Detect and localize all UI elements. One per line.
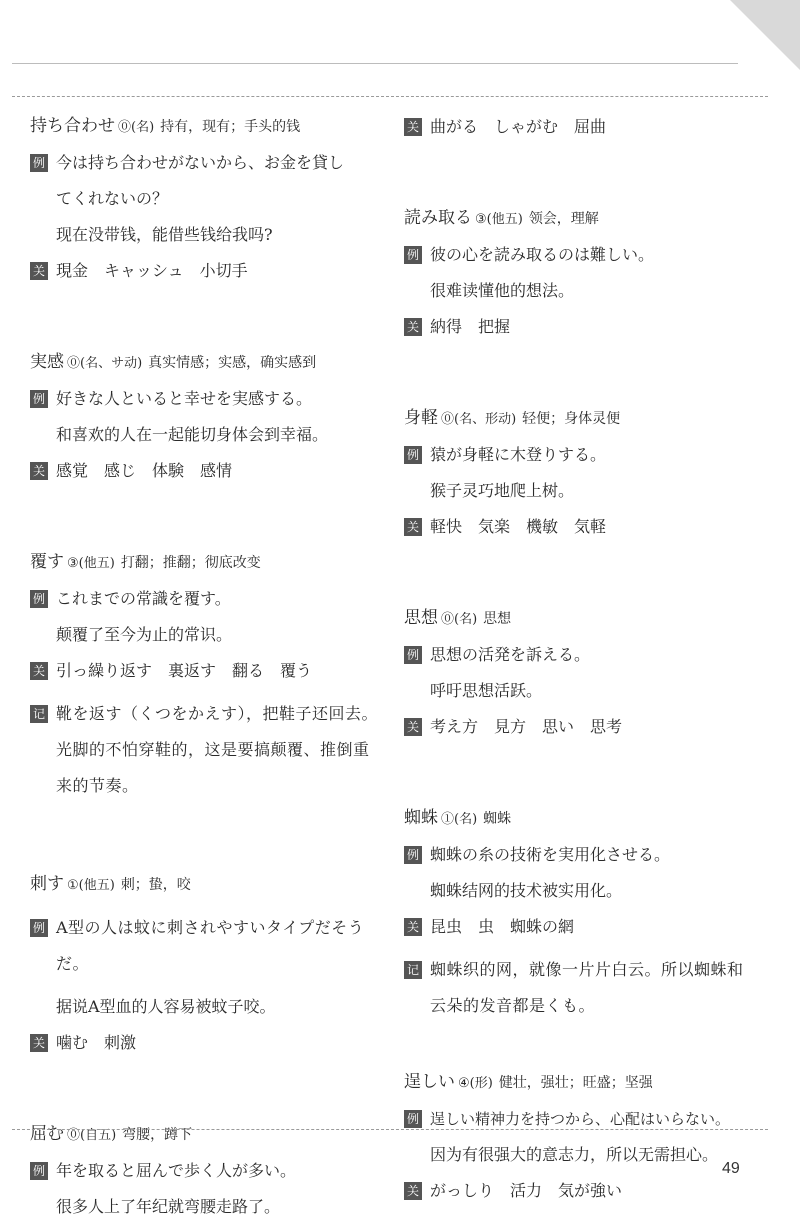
- related-words: 現金 キャッシュ 小切手: [56, 261, 248, 280]
- example-sentence: 彼の心を読み取るのは難しい。: [430, 245, 655, 264]
- entry-kagamu: [30, 1106, 380, 1218]
- example-sentence: 蜘蛛の糸の技術を実用化させる。: [430, 845, 671, 864]
- part-of-speech: ⓪(名、形动): [441, 412, 517, 427]
- example-tag: 例: [404, 446, 422, 464]
- meaning: 持有，现有；手头的钱: [160, 119, 301, 135]
- example-sentence: 逞しい精神力を持つから、心配はいらない。: [430, 1110, 731, 1128]
- meaning: 领会，理解: [528, 211, 599, 227]
- example-tag: 例: [30, 390, 48, 408]
- related-tag: 关: [404, 318, 422, 336]
- related-words: 曲がる しゃがむ 屈曲: [430, 117, 607, 136]
- headword: 読み取る: [404, 208, 472, 228]
- entry-migaru: [404, 390, 754, 538]
- header-rule: [12, 63, 738, 64]
- translation: 很多人上了年纪就弯腰走路了。: [56, 1197, 281, 1216]
- entry-shisou: [404, 590, 754, 738]
- example-tag: 例: [30, 919, 48, 937]
- headword: 刺す: [30, 874, 64, 894]
- example-sentence: 好きな人といると幸せを実感する。: [56, 389, 313, 408]
- bottom-dashed-divider: [12, 1129, 768, 1130]
- example-tag: 例: [404, 1110, 422, 1128]
- headword: 逞しい: [404, 1072, 455, 1092]
- related-tag: 关: [404, 118, 422, 136]
- entry-jikkan: [30, 334, 380, 482]
- note-text: 靴を返す（くつをかえす），把鞋子还回去。光脚的不怕穿鞋的，这是要搞颠覆、推倒重来的节奏。: [56, 704, 379, 795]
- part-of-speech: ④(形): [458, 1076, 493, 1091]
- example-tag: 例: [404, 246, 422, 264]
- translation: 颠覆了至今为止的常识。: [56, 625, 233, 644]
- meaning: 打翻；推翻；彻底改变: [120, 555, 261, 571]
- headword: 身軽: [404, 408, 438, 428]
- related-words: 噛む 刺激: [56, 1033, 137, 1052]
- meaning: 蜘蛛: [483, 811, 512, 827]
- related-tag: 关: [30, 462, 48, 480]
- translation: 据说A型血的人容易被蚊子咬。: [56, 997, 276, 1016]
- meaning: 真实情感；实感，确实感到: [148, 355, 317, 371]
- top-dashed-divider: [12, 96, 768, 97]
- entry-yomitoru: [404, 190, 754, 338]
- part-of-speech: ⓪(名、サ动): [67, 356, 143, 371]
- translation: 呼吁思想活跃。: [430, 681, 543, 700]
- part-of-speech: ①(名): [441, 812, 478, 827]
- note-tag: 记: [30, 705, 48, 723]
- entry-takumashii: [404, 1054, 754, 1202]
- example-tag: 例: [404, 646, 422, 664]
- translation: 很难读懂他的想法。: [430, 281, 575, 300]
- related-words: 引っ繰り返す 裏返す 翻る 覆う: [56, 661, 313, 680]
- example-tag: 例: [30, 590, 48, 608]
- example-sentence: A型の人は蚊に刺されやすいタイプだそうだ。: [56, 918, 365, 973]
- meaning: 健壮，强壮；旺盛；坚强: [498, 1075, 653, 1091]
- related-words: 昆虫 虫 蜘蛛の網: [430, 917, 575, 936]
- translation: 因为有很强大的意志力，所以无需担心。: [430, 1145, 719, 1164]
- translation: 和喜欢的人在一起能切身体会到幸福。: [56, 425, 329, 444]
- translation: 现在没带钱，能借些钱给我吗?: [56, 225, 273, 244]
- headword: 実感: [30, 352, 64, 372]
- related-tag: 关: [404, 918, 422, 936]
- part-of-speech: ⓪(名): [118, 120, 155, 135]
- example-sentence: これまでの常識を覆す。: [56, 589, 231, 608]
- translation: 蜘蛛结网的技术被实用化。: [430, 881, 623, 900]
- related-tag: 关: [404, 718, 422, 736]
- example-sentence: 猿が身軽に木登りする。: [430, 445, 607, 464]
- part-of-speech: ③(他五): [475, 212, 523, 227]
- example-sentence: 思想の活発を訴える。: [430, 645, 591, 664]
- headword: 屈む: [30, 1124, 64, 1144]
- example-sentence: 今は持ち合わせがないから、お金を貸し: [56, 153, 345, 172]
- headword: 思想: [404, 608, 438, 628]
- page-number: 49: [722, 1160, 740, 1177]
- headword: 覆す: [30, 552, 64, 572]
- related-words: 軽快 気楽 機敏 気軽: [430, 517, 607, 536]
- page-corner-fold: [730, 0, 800, 70]
- related-words: 納得 把握: [430, 317, 511, 336]
- translation: 猴子灵巧地爬上树。: [430, 481, 575, 500]
- entry-kumo: [404, 790, 754, 1024]
- note-tag: 记: [404, 961, 422, 979]
- meaning: 弯腰，蹲下: [122, 1127, 193, 1143]
- entry-kagamu-related: [404, 108, 754, 138]
- example-tag: 例: [30, 1162, 48, 1180]
- related-tag: 关: [30, 1034, 48, 1052]
- part-of-speech: ⓪(自五): [67, 1128, 117, 1143]
- related-tag: 关: [30, 662, 48, 680]
- meaning: 刺；蛰，咬: [120, 877, 191, 893]
- example-sentence: 年を取ると屈んで歩く人が多い。: [56, 1161, 297, 1180]
- part-of-speech: ③(他五): [67, 556, 115, 571]
- related-tag: 关: [404, 518, 422, 536]
- right-column: [404, 108, 754, 1202]
- meaning: 思想: [483, 611, 512, 627]
- part-of-speech: ⓪(名): [441, 612, 478, 627]
- part-of-speech: ①(他五): [67, 878, 115, 893]
- meaning: 轻便；身体灵便: [522, 411, 621, 427]
- example-sentence-cont: てくれないの？: [56, 189, 169, 208]
- related-words: 考え方 見方 思い 思考: [430, 717, 623, 736]
- entry-sasu: [30, 856, 380, 1054]
- related-tag: 关: [404, 1182, 422, 1200]
- note-text: 蜘蛛织的网，就像一片片白云。所以蜘蛛和云朵的发音都是くも。: [430, 960, 744, 1015]
- related-words: がっしり 活力 気が強い: [430, 1181, 623, 1200]
- left-column: [30, 108, 380, 1218]
- entry-kutsugaesu: [30, 534, 380, 804]
- entry-mochiawase: [30, 108, 380, 282]
- headword: 持ち合わせ: [30, 116, 115, 136]
- related-words: 感覚 感じ 体験 感情: [56, 461, 233, 480]
- example-tag: 例: [404, 846, 422, 864]
- headword: 蜘蛛: [404, 808, 438, 828]
- example-tag: 例: [30, 154, 48, 172]
- related-tag: 关: [30, 262, 48, 280]
